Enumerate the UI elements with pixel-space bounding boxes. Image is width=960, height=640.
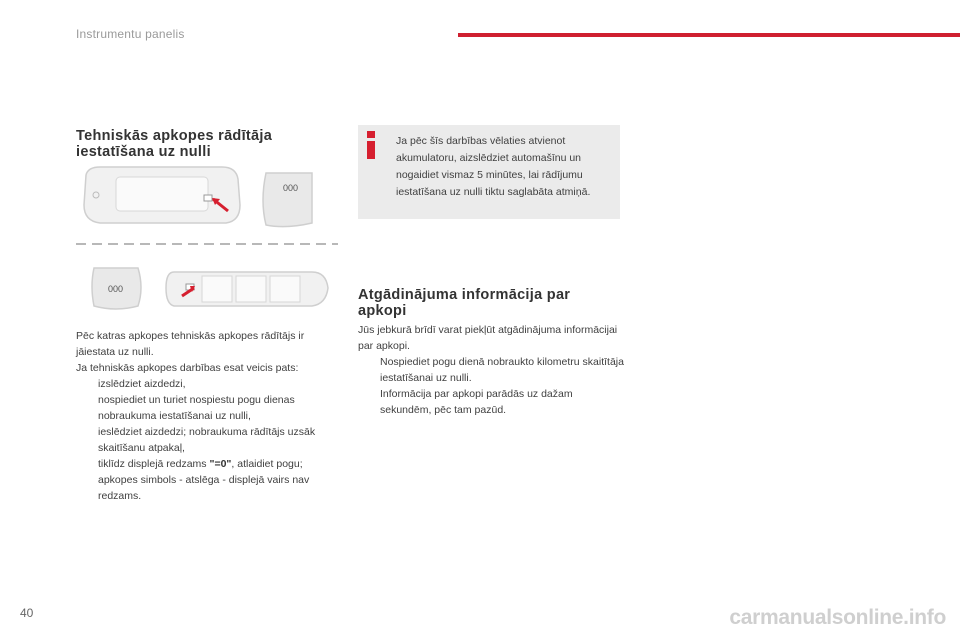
info-instructions — [358, 322, 626, 418]
info-section-title: Atgādinājuma informācija par apkopi — [358, 287, 571, 319]
watermark: carmanualsonline.info — [729, 606, 946, 629]
reset-button-label-2: 000 — [108, 284, 124, 294]
intro-line-2: Ja tehniskās apkopes darbības esat veicis pats: — [76, 362, 299, 374]
instrument-panel-illustration-bottom — [76, 258, 338, 318]
instrument-panel-illustration-top — [76, 165, 338, 235]
reset-section-title: Tehniskās apkopes rādītāja iestatīšana uz nulli — [76, 128, 273, 160]
list-item-continuation: Informācija par apkopi parādās uz dažam sekundēm, pēc tam pazūd. — [380, 388, 573, 416]
list-item: tiklīdz displejā redzams "=0", atlaidiet pogu; apkopes simbols - atslēga - displejā vairs nav redzams. — [98, 458, 310, 502]
divider-dashes — [76, 242, 338, 246]
info-intro: Jūs jebkurā brīdī varat piekļūt atgādinājuma informācijai par apkopi. — [358, 324, 618, 352]
reset-instructions — [76, 328, 344, 504]
header-accent-bar — [458, 33, 960, 37]
info-icon — [367, 131, 375, 159]
page-number: 40 — [20, 606, 34, 620]
list-item: nospiediet un turiet nospiestu pogu dienas nobraukuma iestatīšanai uz nulli, — [98, 394, 295, 422]
reset-button-label: 000 — [283, 183, 299, 193]
info-note-box — [358, 125, 620, 219]
list-item: ieslēdziet aizdedzi; nobraukuma rādītājs uzsāk skaitīšanu atpakaļ, — [98, 426, 316, 454]
section-header-title: Instrumentu panelis — [76, 27, 185, 41]
intro-line-1: Pēc katras apkopes tehniskās apkopes rādītājs ir jāiestata uz nulli. — [76, 330, 305, 358]
note-text: Ja pēc šīs darbības vēlaties atvienot akumulatoru, aizslēdziet automašīnu un nogaidiet vismaz 5 minūtes, lai rādījumu iestatīšana uz nulli tiktu saglabāta atmiņā. — [396, 135, 591, 198]
list-item: Nospiediet pogu dienā nobraukto kilometru skaitītāja iestatīšanai uz nulli. — [380, 356, 624, 384]
list-item: izslēdziet aizdedzi, — [98, 378, 186, 390]
